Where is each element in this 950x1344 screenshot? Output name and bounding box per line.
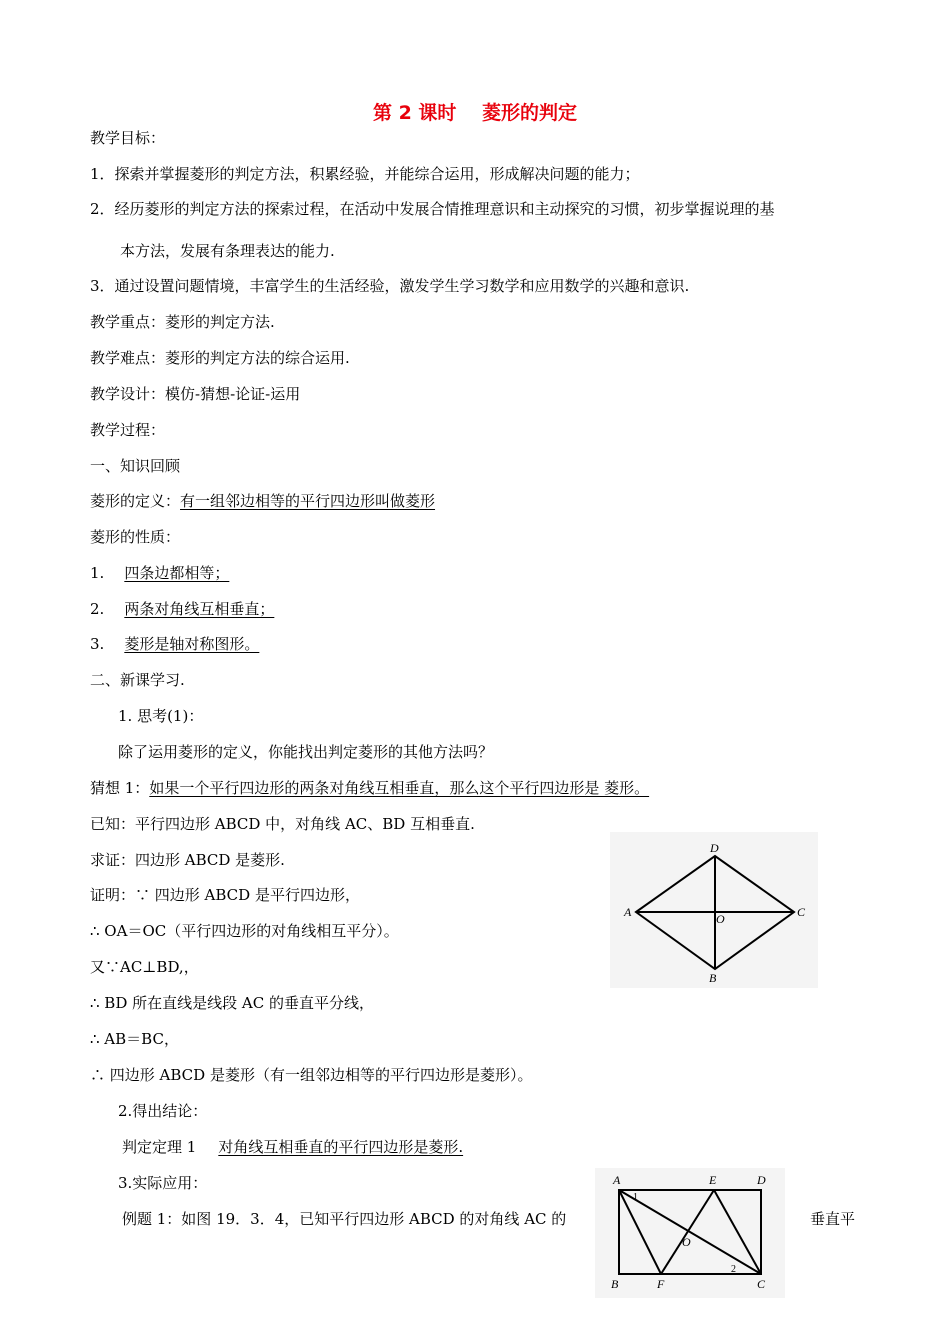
- label-D: D: [710, 841, 719, 855]
- teaching-process: 教学过程：: [90, 421, 166, 439]
- teaching-design: 教学设计：模仿-猜想-论证-运用: [90, 385, 301, 403]
- definition-text: 有一组邻边相等的平行四边形叫做菱形: [180, 492, 436, 510]
- prove-statement: 求证：四边形 ABCD 是菱形.: [90, 851, 285, 869]
- example-1-tail: 垂直平: [810, 1210, 856, 1228]
- property-text: 两条对角线互相垂直；: [124, 600, 275, 618]
- angle-1: 1: [633, 1192, 638, 1203]
- label-F: F: [657, 1277, 665, 1291]
- property-item: [90, 563, 229, 583]
- think-heading: 1. 思考(1)：: [118, 707, 204, 725]
- lesson-title: 第 2 课时 菱形的判定: [372, 102, 578, 124]
- objective-item-2: 2．经历菱形的判定方法的探索过程，在活动中发展合情推理意识和主动探究的习惯，初步掌握说理的基: [90, 200, 775, 218]
- proof-line: ∴ OA＝OC（平行四边形的对角线相互平分）。: [90, 922, 399, 940]
- label-O: O: [682, 1235, 691, 1249]
- label-C: C: [757, 1277, 766, 1291]
- objective-item-2-cont: 本方法，发展有条理表达的能力.: [120, 242, 335, 260]
- objective-item-1: 1．探索并掌握菱形的判定方法，积累经验，并能综合运用，形成解决问题的能力；: [90, 165, 640, 183]
- proof-line: ∴ 四边形 ABCD 是菱形（有一组邻边相等的平行四边形是菱形）。: [90, 1066, 533, 1084]
- property-item: [90, 634, 259, 654]
- given-statement: 已知：平行四边形 ABCD 中，对角线 AC、BD 互相垂直.: [90, 815, 475, 833]
- difficulty: 教学难点：菱形的判定方法的综合运用.: [90, 349, 350, 367]
- key-point: 教学重点：菱形的判定方法.: [90, 313, 275, 331]
- label-A: A: [624, 905, 632, 919]
- objectives-heading: 教学目标：: [90, 129, 166, 147]
- conclusion-heading: 2.得出结论：: [118, 1102, 208, 1120]
- proof-line: 又∵AC⊥BD,，: [90, 958, 199, 976]
- property-item: [90, 599, 274, 619]
- conjecture-label: 猜想 1：: [90, 779, 150, 797]
- theorem-line: [122, 1137, 463, 1157]
- theorem-label: 判定定理 1: [122, 1138, 197, 1156]
- property-number: 3.: [90, 635, 105, 653]
- property-text: 四条边都相等；: [124, 564, 230, 582]
- definition-line: [90, 491, 435, 511]
- proof-line: ∴ AB＝BC，: [90, 1030, 179, 1048]
- label-A: A: [613, 1173, 621, 1187]
- conjecture-line: [90, 778, 649, 798]
- property-text: 菱形是轴对称图形。: [124, 635, 260, 653]
- think-question: 除了运用菱形的定义，你能找出判定菱形的其他方法吗？: [118, 743, 494, 761]
- example-1: 例题 1：如图 19．3．4，已知平行四边形 ABCD 的对角线 AC 的: [122, 1210, 567, 1228]
- rhombus-figure: [610, 832, 818, 988]
- application-heading: 3.实际应用：: [118, 1174, 208, 1192]
- property-number: 1.: [90, 564, 105, 582]
- new-lesson-heading: 二、新课学习.: [90, 671, 185, 689]
- conjecture-text: 如果一个平行四边形的两条对角线互相垂直，那么这个平行四边形是 菱形。: [149, 779, 650, 797]
- label-D: D: [757, 1173, 766, 1187]
- review-heading: 一、知识回顾: [90, 457, 181, 475]
- objective-item-3: 3．通过设置问题情境，丰富学生的生活经验，激发学生学习数学和应用数学的兴趣和意识.: [90, 277, 690, 295]
- label-E: E: [709, 1173, 717, 1187]
- example-figure: [595, 1168, 785, 1298]
- proof-line: ∴ BD 所在直线是线段 AC 的垂直平分线，: [90, 994, 374, 1012]
- proof-line: 证明：∵ 四边形 ABCD 是平行四边形，: [90, 886, 360, 904]
- label-B: B: [709, 971, 717, 985]
- label-O: O: [716, 912, 725, 926]
- theorem-text: 对角线互相垂直的平行四边形是菱形.: [218, 1138, 464, 1156]
- label-B: B: [611, 1277, 619, 1291]
- definition-label: 菱形的定义：: [90, 492, 181, 510]
- label-C: C: [797, 905, 806, 919]
- angle-2: 2: [731, 1264, 736, 1275]
- property-number: 2.: [90, 600, 105, 618]
- properties-heading: 菱形的性质：: [90, 528, 181, 546]
